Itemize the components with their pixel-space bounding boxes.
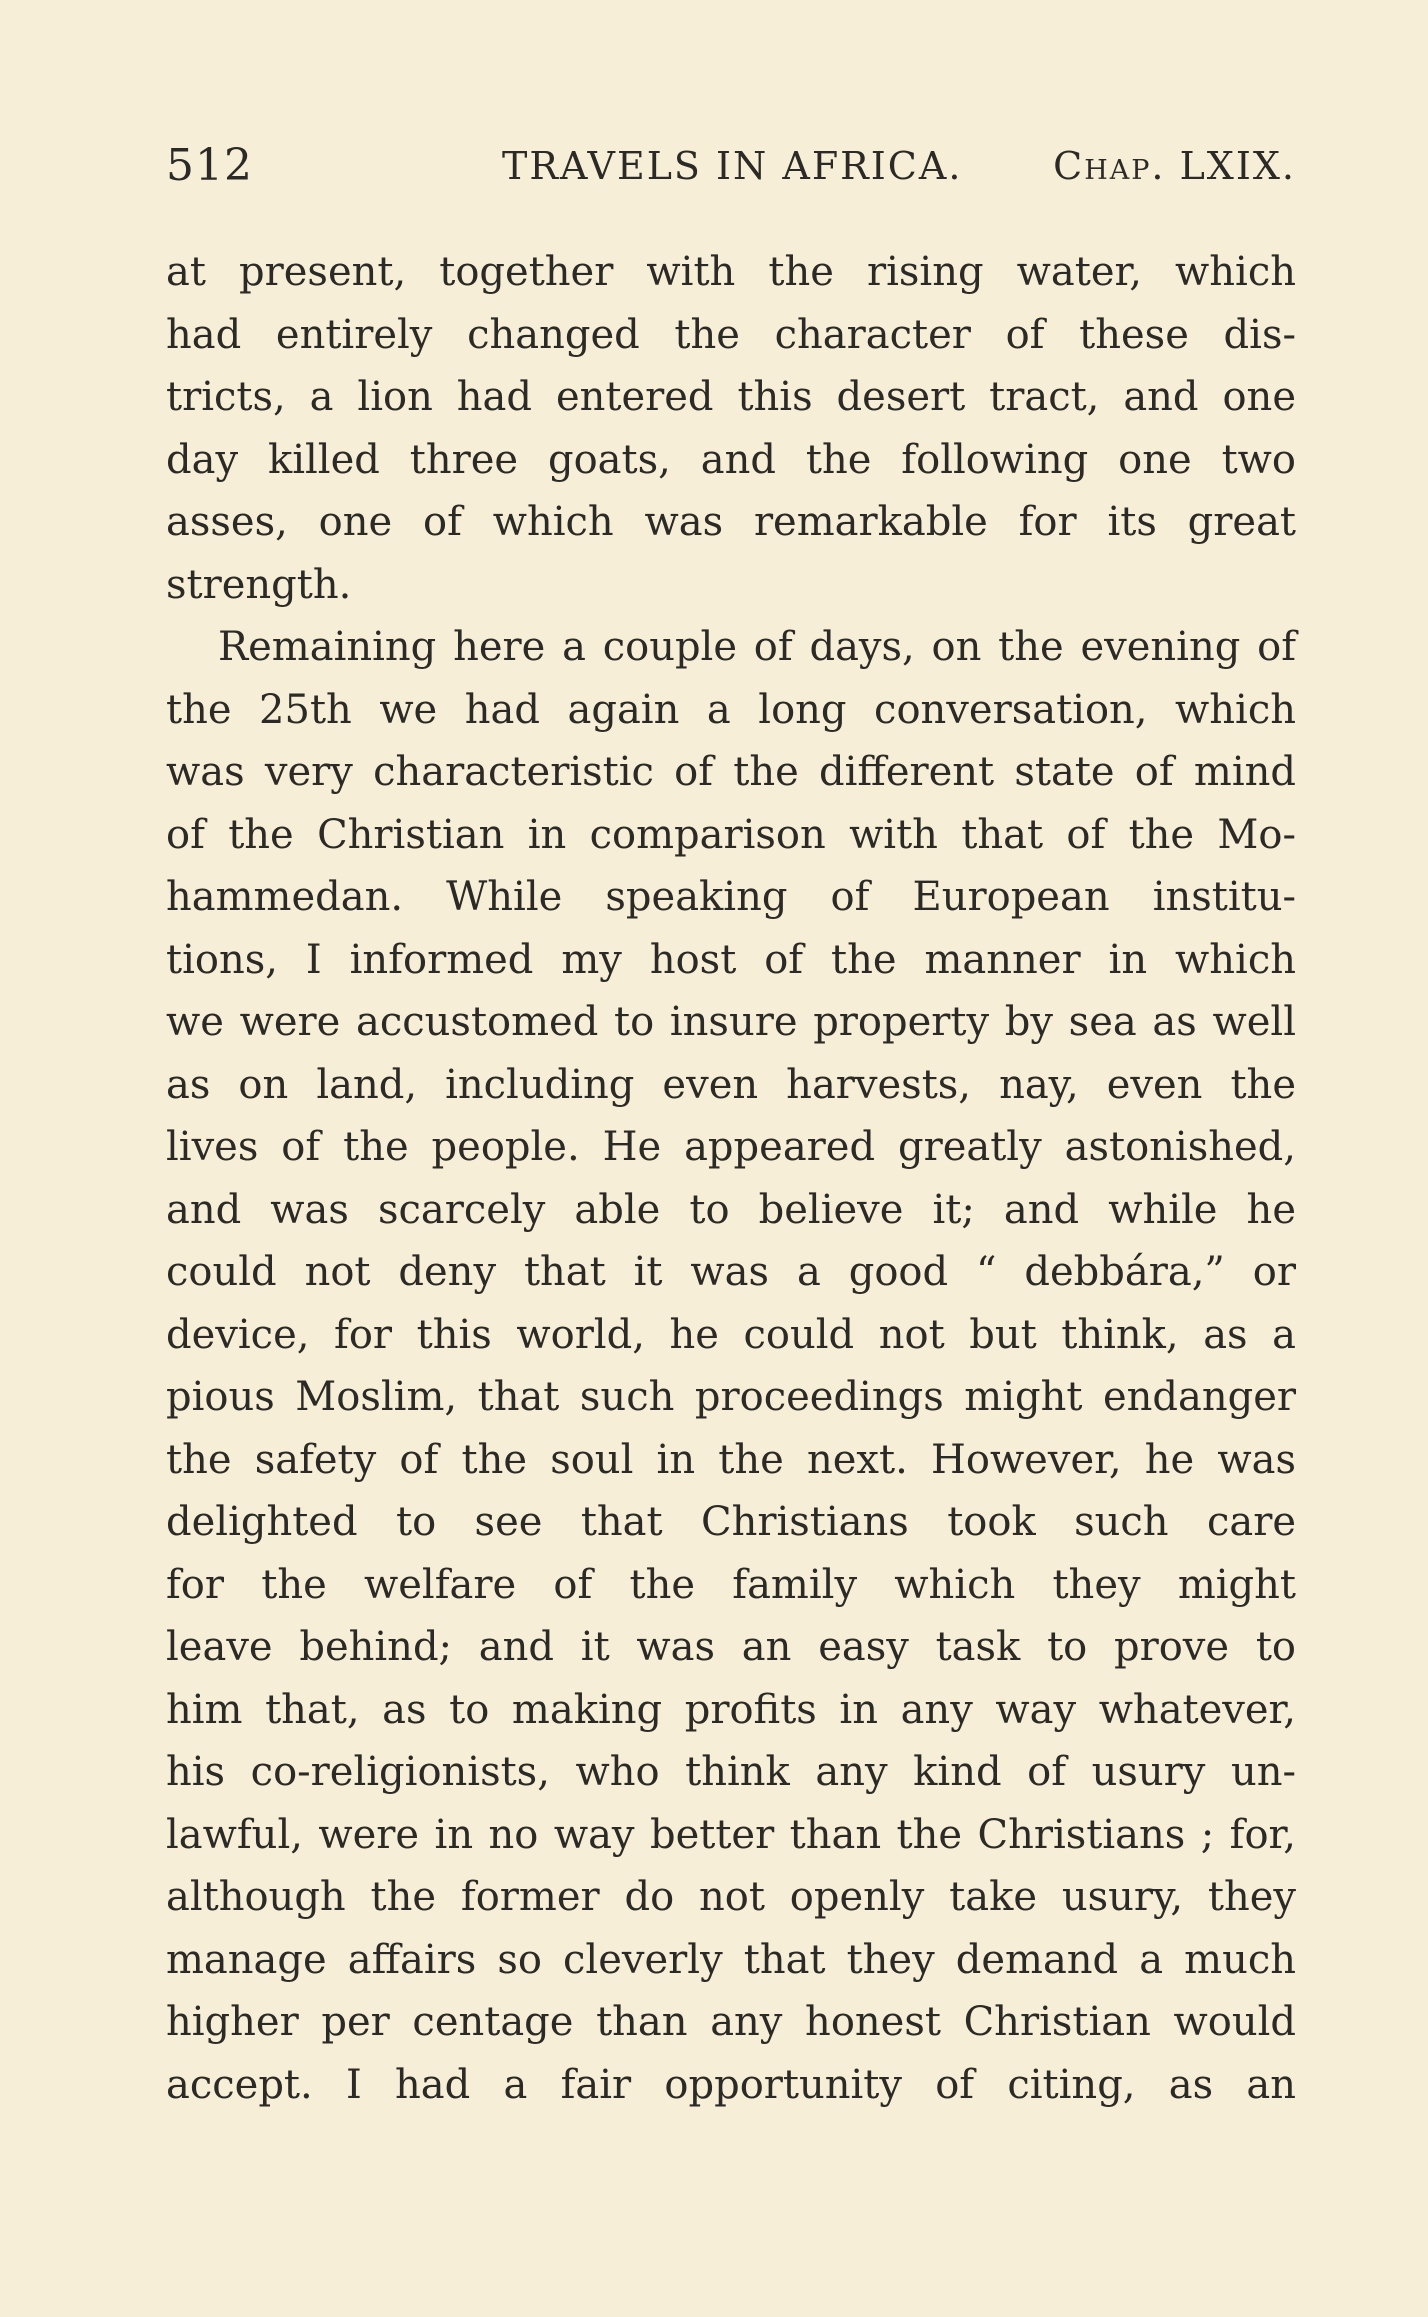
text-line: delighted to see that Christians took such care (166, 1499, 1296, 1545)
text-line: device, for this world, he could not but think, as a (166, 1311, 1296, 1358)
text-line: could not deny that it was a good “ debbára,” or (166, 1249, 1296, 1295)
body-text (166, 241, 1296, 2116)
text-line: the 25th we had again a long conversation, which (166, 686, 1296, 733)
text-line: for the welfare of the family which they might (166, 1561, 1296, 1608)
text-line: was very characteristic of the different state of mind (166, 749, 1296, 795)
text-line: the safety of the soul in the next. However, he was (166, 1436, 1296, 1483)
text-line: asses, one of which was remarkable for its great (166, 499, 1296, 545)
text-line: hammedan. While speaking of European institu- (166, 874, 1296, 920)
text-line: we were accustomed to insure property by sea as well (166, 999, 1296, 1045)
text-line: higher per centage than any honest Christian would (166, 1999, 1296, 2045)
text-line: manage affairs so cleverly that they demand a much (166, 1936, 1296, 1983)
text-line: him that, as to making profits in any way whatever, (166, 1686, 1296, 1733)
text-line: although the former do not openly take usury, they (166, 1874, 1296, 1920)
chapter-label: Chap. LXIX. (1053, 144, 1296, 188)
running-title: TRAVELS IN AFRICA. (502, 144, 963, 188)
text-line: of the Christian in comparison with that of the Mo- (166, 811, 1296, 858)
text-line: his co-religionists, who think any kind of usury un- (166, 1749, 1296, 1795)
text-line: pious Moslim, that such proceedings might endanger (166, 1374, 1296, 1420)
text-line: Remaining here a couple of days, on the evening of (218, 624, 1296, 670)
text-line: and was scarcely able to believe it; and while he (166, 1186, 1296, 1233)
text-line: had entirely changed the character of these dis- (166, 311, 1296, 358)
running-head (166, 140, 1296, 200)
text-line: as on land, including even harvests, nay, even the (166, 1061, 1296, 1108)
text-line: strength. (166, 561, 352, 608)
text-line: at present, together with the rising water, which (166, 249, 1296, 295)
text-line: day killed three goats, and the following one two (166, 436, 1296, 483)
text-line: leave behind; and it was an easy task to prove to (166, 1624, 1296, 1670)
text-line: accept. I had a fair opportunity of citing, as an (166, 2061, 1296, 2108)
text-line: tricts, a lion had entered this desert tract, and one (166, 374, 1296, 420)
text-line: lawful, were in no way better than the Christians ; for, (166, 1811, 1296, 1858)
text-line: lives of the people. He appeared greatly astonished, (166, 1124, 1296, 1170)
page-number: 512 (166, 140, 253, 191)
text-line: tions, I informed my host of the manner in which (166, 936, 1296, 983)
